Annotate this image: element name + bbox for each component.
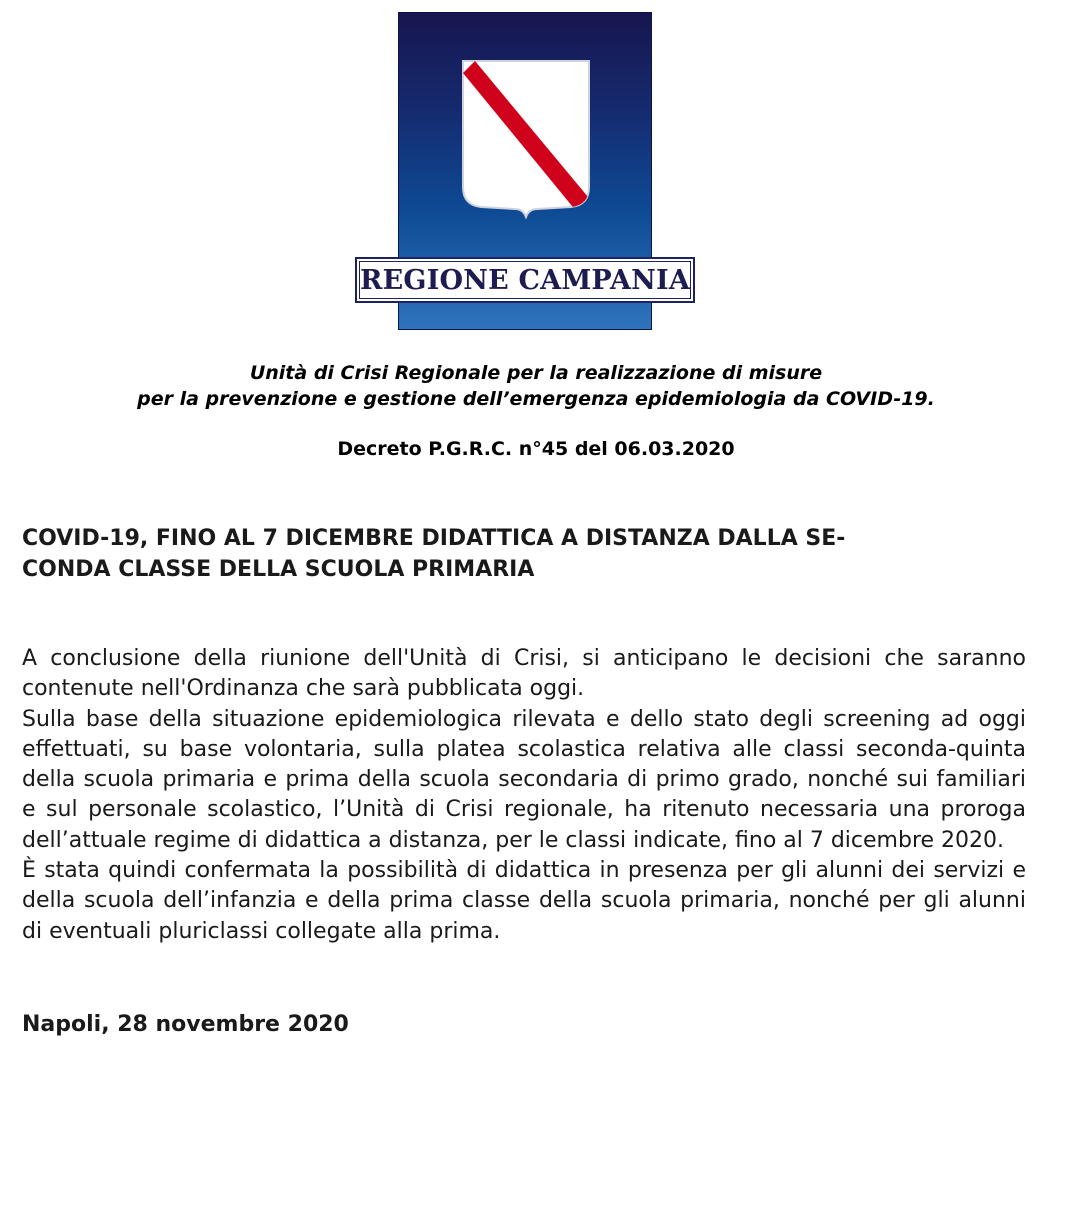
coat-of-arms-icon — [461, 59, 591, 219]
crisis-unit-line-2: per la prevenzione e gestione dell’emergenza epidemiologia da COVID-19. — [137, 388, 935, 410]
region-logo — [360, 12, 690, 330]
body-paragraph-1: A conclusione della riunione dell'Unità di Crisi, si anticipano le decisioni che saranno contenute nell'Ordinanza che sarà pubblicata oggi. — [22, 646, 1026, 702]
press-release-body — [22, 644, 1026, 947]
press-release-title — [22, 523, 1026, 585]
decree-reference: Decreto P.G.R.C. n°45 del 06.03.2020 — [337, 438, 735, 460]
crisis-unit-line-1: Unità di Crisi Regionale per la realizzazione di misure — [249, 362, 823, 384]
place-and-date: Napoli, 28 novembre 2020 — [22, 1012, 349, 1037]
title-line-2: CONDA CLASSE DELLA SCUOLA PRIMARIA — [22, 557, 535, 582]
crisis-unit-heading — [0, 360, 1072, 412]
body-paragraph-2: Sulla base della situazione epidemiologica rilevata e dello stato degli screening ad oggi effettuati, su base volontaria, sulla platea scolastica relativa alle classi seconda-quinta della scuola primaria e prima della scuola secondaria di primo grado, nonché sui familiari e sul personale scolastico, l’Unità di Crisi regionale, ha ritenuto necessaria una proroga dell’attuale regime di didattica a distanza, per le classi indicate, fino al 7 dicembre 2020. — [22, 706, 1026, 853]
body-paragraph-3: È stata quindi confermata la possibilità di didattica in presenza per gli alunni dei servizi e della scuola dell’infanzia e della prima classe della scuola primaria, nonché per gli alunni di eventuali pluriclassi collegate alla prima. — [22, 858, 1026, 944]
logo-band — [355, 257, 695, 303]
title-line-1: COVID-19, FINO AL 7 DICEMBRE DIDATTICA A DISTANZA DALLA SE- — [22, 526, 846, 551]
logo-text: REGIONE CAMPANIA — [360, 264, 690, 296]
